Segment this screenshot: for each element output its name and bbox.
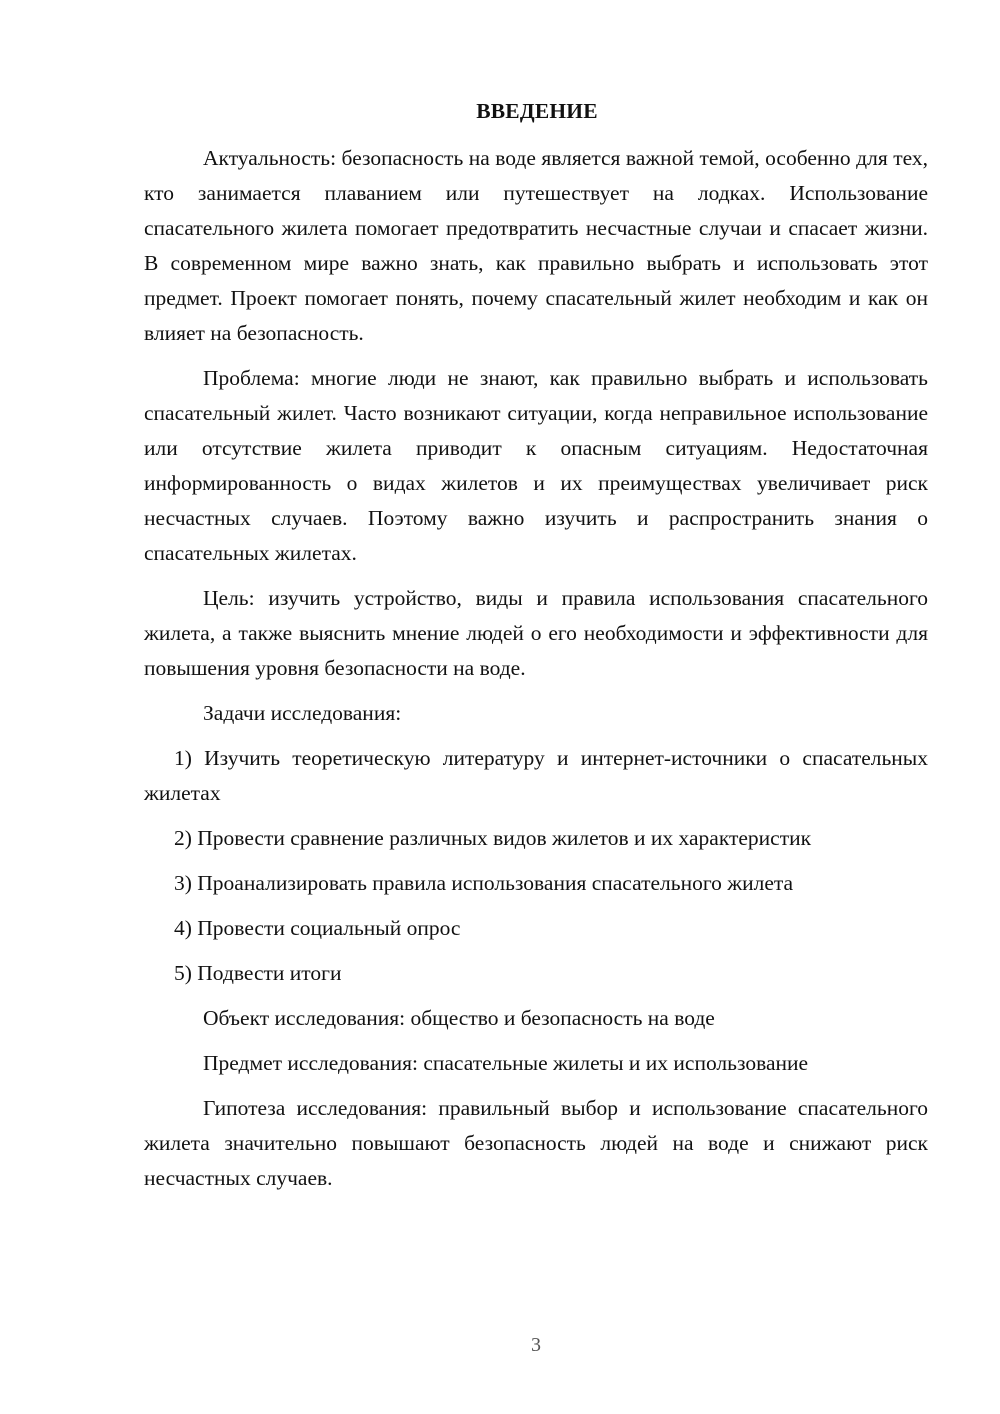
research-subject: Предмет исследования: спасательные жилеты и их использование: [203, 1051, 809, 1075]
document-body: [144, 94, 928, 1206]
task-item: 2) Провести сравнение различных видов жилетов и их характеристик: [174, 826, 812, 850]
task-item: 1) Изучить теоретическую литературу и интернет-источники о спасательных жилетах: [144, 746, 928, 805]
problem-paragraph: Проблема: многие люди не знают, как правильно выбрать и использовать спасательный жилет. Часто возникают ситуации, когда неправильное использование или отсутствие жилета приводит к опасным ситуациям. Недостаточная информированность о видах жилетов и их преимуществах увеличивает риск несчастных случаев. Поэтому важно изучить и распространить знания о спасательных жилетах.: [144, 366, 928, 565]
page-number: 3: [531, 1334, 541, 1356]
section-title: ВВЕДЕНИЕ: [476, 99, 598, 123]
relevance-paragraph: Актуальность: безопасность на воде является важной темой, особенно для тех, кто занимается плаванием или путешествует на лодках. Использование спасательного жилета помогает предотвратить несчастные случаи и спасает жизни. В современном мире важно знать, как правильно выбрать и использовать этот предмет. Проект помогает понять, почему спасательный жилет необходим и как он влияет на безопасность.: [144, 146, 928, 345]
tasks-heading: Задачи исследования:: [203, 701, 402, 725]
research-object: Объект исследования: общество и безопасность на воде: [203, 1006, 715, 1030]
task-item: 3) Проанализировать правила использования спасательного жилета: [174, 871, 794, 895]
goal-paragraph: Цель: изучить устройство, виды и правила использования спасательного жилета, а также выяснить мнение людей о его необходимости и эффективности для повышения уровня безопасности на воде.: [144, 586, 928, 680]
task-item: 5) Подвести итоги: [174, 961, 342, 985]
task-item: 4) Провести социальный опрос: [174, 916, 461, 940]
research-hypothesis: Гипотеза исследования: правильный выбор и использование спасательного жилета значительно повышают безопасность людей на воде и снижают риск несчастных случаев.: [144, 1096, 928, 1190]
